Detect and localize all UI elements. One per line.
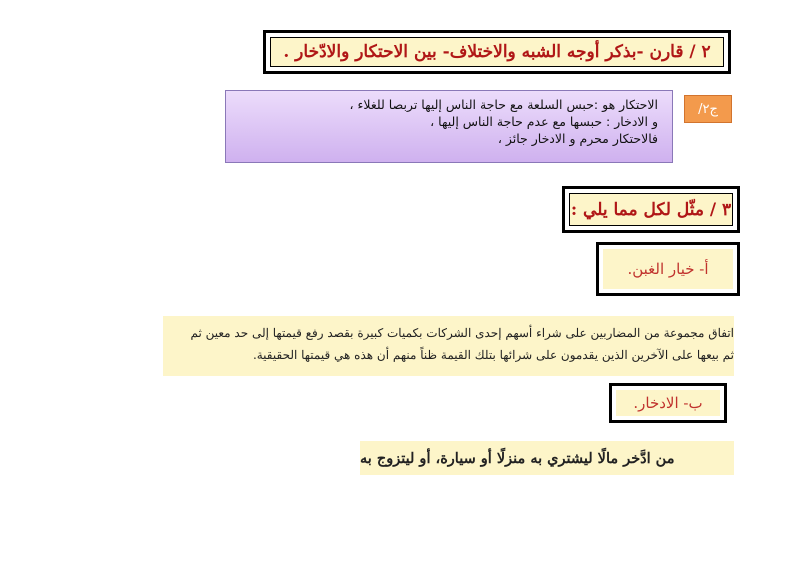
item-a-line-1: اتفاق مجموعة من المضاربين على شراء أسهم إحدى الشركات بكميات كبيرة بقصد رفع قيمتها إلى حد معين ثم bbox=[190, 326, 734, 340]
item-b-paragraph: من ادَّخر مالًا ليشتري به منزلًا أو سيارة، أو ليتزوج به bbox=[360, 441, 734, 475]
question-3-title-box bbox=[562, 186, 740, 233]
answer-2-box bbox=[225, 90, 673, 163]
answer-line-2: و الادخار : حبسها مع عدم حاجة الناس إليها ، bbox=[430, 114, 658, 129]
item-b-heading: ب- الادخار. bbox=[616, 390, 720, 416]
answer-line-1: الاحتكار هو :حبس السلعة مع حاجة الناس إليها تربصا للغلاء ، bbox=[349, 97, 658, 112]
item-a-heading: أ- خيار الغبن. bbox=[603, 249, 733, 289]
answer-line-3: فالاحتكار محرم و الادخار جائز ، bbox=[497, 131, 658, 146]
item-b-heading-box bbox=[609, 383, 727, 423]
item-a-heading-box bbox=[596, 242, 740, 296]
question-2-title-box bbox=[263, 30, 731, 74]
item-a-line-2: ثم بيعها على الآخرين الذين يقدمون على شرائها بتلك القيمة ظناً منهم أن هذه هي قيمتها الحقيقية. bbox=[252, 348, 734, 362]
question-2-title: ٢ / قارن -بذكر أوجه الشبه والاختلاف- بين الاحتكار والادّخار . bbox=[270, 37, 724, 67]
question-3-title: ٣ / مثّل لكل مما يلي : bbox=[569, 193, 733, 226]
item-a-paragraph bbox=[163, 316, 734, 376]
answer-2-label: ج٢/ bbox=[684, 95, 732, 123]
